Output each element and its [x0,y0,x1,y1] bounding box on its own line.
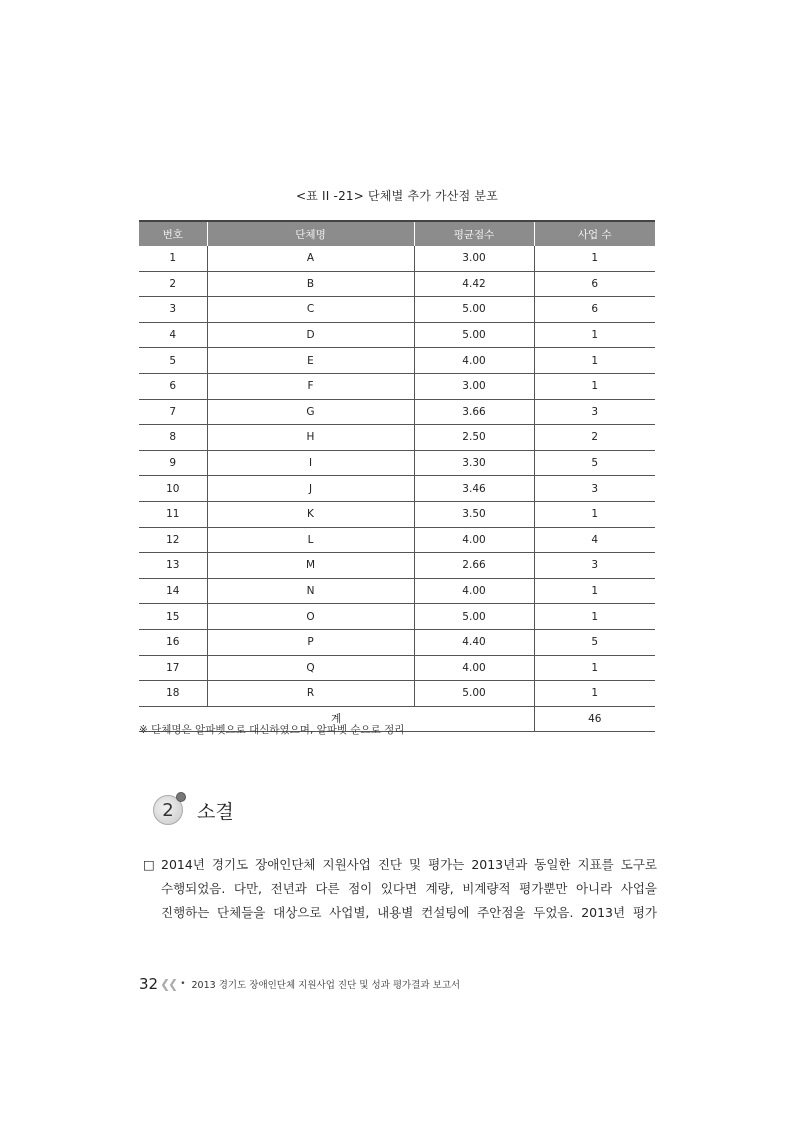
cell-project-count: 5 [534,450,655,476]
table-row [139,553,655,579]
table-row [139,297,655,323]
cell-project-count: 1 [534,655,655,681]
cell-project-count: 1 [534,322,655,348]
cell-number: 14 [139,578,207,604]
cell-avg-score: 4.42 [414,271,534,297]
badge-dot-icon [176,792,186,802]
header-project-count: 사업 수 [534,221,655,246]
cell-org-name: M [207,553,414,579]
table-row [139,681,655,707]
cell-avg-score: 3.50 [414,501,534,527]
table-row [139,604,655,630]
table-header-row [139,221,655,246]
header-number: 번호 [139,221,207,246]
cell-project-count: 6 [534,297,655,323]
cell-avg-score: 5.00 [414,297,534,323]
table-row [139,527,655,553]
total-label: 계 [139,706,534,732]
cell-project-count: 6 [534,271,655,297]
cell-project-count: 1 [534,501,655,527]
section-number-badge [153,795,183,825]
cell-project-count: 3 [534,399,655,425]
cell-org-name: P [207,629,414,655]
table-caption: <표 II -21> 단체별 추가 가산점 분포 [296,189,498,203]
cell-number: 15 [139,604,207,630]
square-bullet-icon: □ [143,857,155,872]
table-row [139,655,655,681]
paragraph-line: 2014년 경기도 장애인단체 지원사업 진단 및 평가는 2013년과 동일한 지표를 도구로 [161,857,657,872]
cell-avg-score: 4.40 [414,629,534,655]
cell-org-name: Q [207,655,414,681]
footer-title: 2013 경기도 장애인단체 지원사업 진단 및 성과 평가결과 보고서 [191,980,461,991]
cell-number: 7 [139,399,207,425]
cell-org-name: I [207,450,414,476]
cell-avg-score: 4.00 [414,578,534,604]
table-note: ※ 단체명은 알파벳으로 대신하였으며, 알파벳 순으로 정리 [139,724,405,736]
cell-avg-score: 5.00 [414,322,534,348]
total-value: 46 [534,706,655,732]
cell-number: 6 [139,373,207,399]
cell-avg-score: 2.50 [414,425,534,451]
footer-bullet: • [180,979,186,989]
cell-org-name: R [207,681,414,707]
cell-org-name: K [207,501,414,527]
cell-number: 4 [139,322,207,348]
cell-project-count: 1 [534,246,655,271]
table-row [139,578,655,604]
cell-avg-score: 3.66 [414,399,534,425]
page-footer [139,973,460,995]
cell-project-count: 1 [534,681,655,707]
table-row [139,450,655,476]
table-row [139,501,655,527]
cell-org-name: O [207,604,414,630]
cell-number: 1 [139,246,207,271]
section-number: 2 [162,799,174,821]
page-number: 32 [139,975,159,993]
table-row [139,271,655,297]
cell-number: 8 [139,425,207,451]
cell-project-count: 1 [534,578,655,604]
cell-avg-score: 4.00 [414,348,534,374]
table-row [139,348,655,374]
cell-org-name: J [207,476,414,502]
cell-project-count: 1 [534,604,655,630]
section-title: 소결 [197,800,234,823]
cell-avg-score: 5.00 [414,604,534,630]
header-org-name: 단체명 [207,221,414,246]
table-row [139,373,655,399]
cell-project-count: 4 [534,527,655,553]
cell-avg-score: 3.30 [414,450,534,476]
cell-avg-score: 3.00 [414,246,534,271]
summary-paragraph [143,853,657,925]
cell-org-name: B [207,271,414,297]
cell-org-name: F [207,373,414,399]
table-body [139,246,655,732]
table-row [139,629,655,655]
cell-avg-score: 3.00 [414,373,534,399]
cell-number: 5 [139,348,207,374]
cell-number: 18 [139,681,207,707]
cell-avg-score: 3.46 [414,476,534,502]
cell-project-count: 5 [534,629,655,655]
cell-project-count: 1 [534,348,655,374]
paragraph-line: 진행하는 단체들을 대상으로 사업별, 내용별 컨설팅에 주안점을 두었음. 2013년 평가 [161,905,657,920]
table-row [139,322,655,348]
cell-avg-score: 2.66 [414,553,534,579]
cell-project-count: 1 [534,373,655,399]
double-chevron-icon: ❮❮ [160,977,177,991]
table-row [139,476,655,502]
cell-avg-score: 4.00 [414,655,534,681]
table-row [139,246,655,271]
cell-number: 3 [139,297,207,323]
cell-org-name: N [207,578,414,604]
cell-project-count: 3 [534,553,655,579]
cell-org-name: D [207,322,414,348]
score-table [139,220,655,732]
cell-org-name: A [207,246,414,271]
table-row [139,399,655,425]
cell-avg-score: 4.00 [414,527,534,553]
cell-number: 12 [139,527,207,553]
cell-number: 10 [139,476,207,502]
cell-avg-score: 5.00 [414,681,534,707]
cell-number: 11 [139,501,207,527]
header-avg-score: 평균점수 [414,221,534,246]
paragraph-line: 수행되었음. 다만, 전년과 다른 점이 있다면 계량, 비계량적 평가뿐만 아니라 사업을 [161,881,657,896]
cell-org-name: C [207,297,414,323]
cell-number: 16 [139,629,207,655]
table-row [139,425,655,451]
cell-number: 2 [139,271,207,297]
cell-org-name: L [207,527,414,553]
cell-project-count: 3 [534,476,655,502]
cell-org-name: E [207,348,414,374]
cell-number: 17 [139,655,207,681]
cell-number: 9 [139,450,207,476]
section-heading [153,793,234,827]
cell-project-count: 2 [534,425,655,451]
cell-number: 13 [139,553,207,579]
cell-org-name: H [207,425,414,451]
cell-org-name: G [207,399,414,425]
